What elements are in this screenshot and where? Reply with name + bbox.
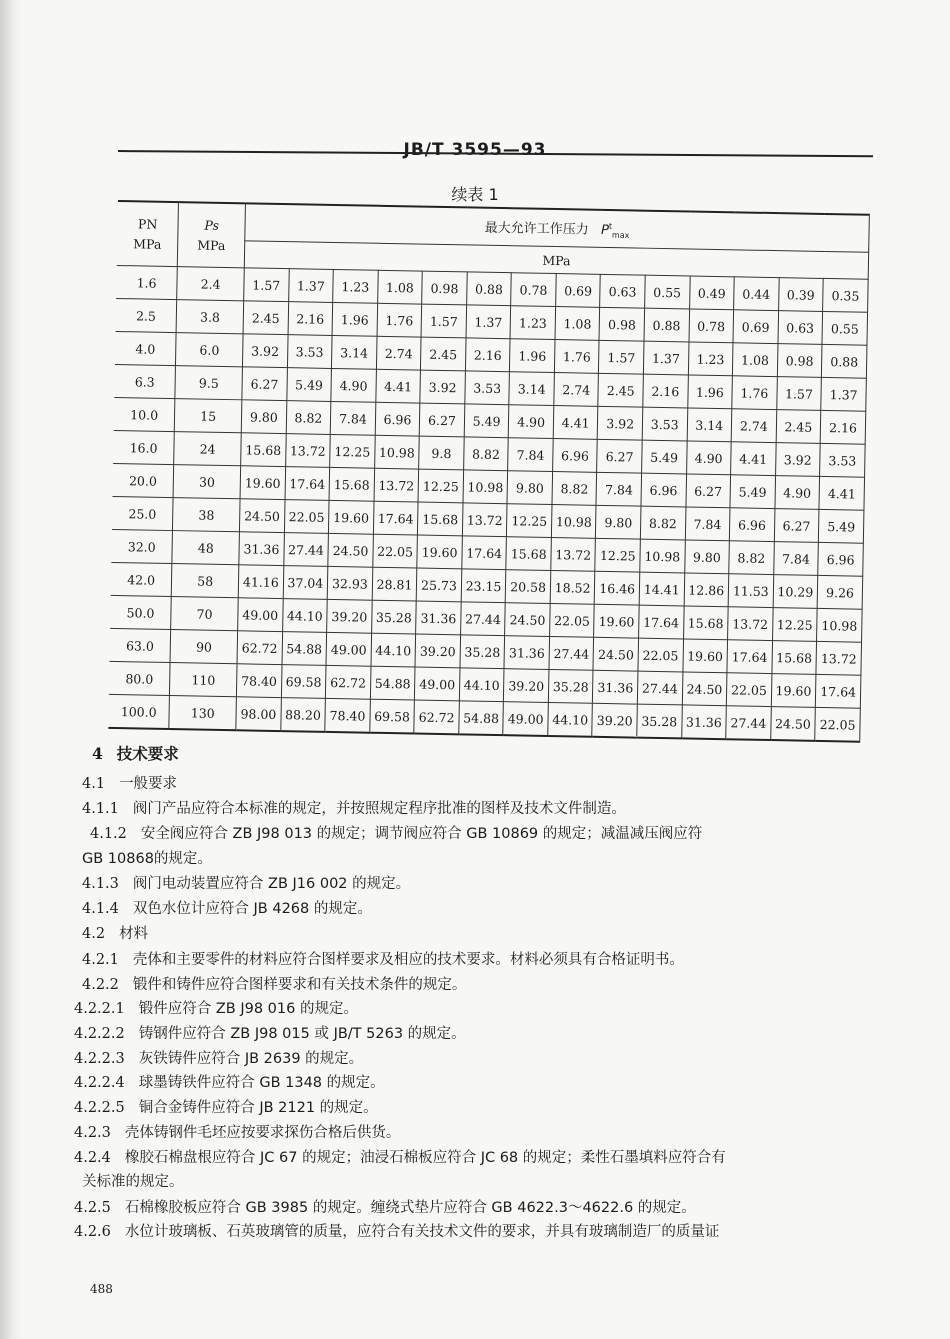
pmax-cell: 22.05	[549, 603, 594, 637]
section-heading-num: 4	[92, 744, 103, 763]
pmax-cell: 22.05	[373, 534, 418, 568]
pn-cell: 80.0	[109, 661, 170, 695]
pmax-cell: 5.49	[819, 509, 864, 543]
ps-cell: 24	[174, 432, 241, 466]
pmax-cell: 14.41	[639, 572, 684, 606]
pmax-cell: 1.96	[332, 302, 377, 336]
pmax-cell: 15.68	[329, 467, 374, 501]
pmax-cell: 10.98	[463, 470, 508, 504]
pmax-cell: 17.64	[727, 640, 772, 674]
pmax-cell: 1.57	[599, 340, 644, 374]
clause-line	[82, 872, 410, 893]
pmax-cell: 49.00	[415, 667, 460, 701]
pmax-cell: 62.72	[237, 631, 282, 665]
pmax-cell: 4.41	[376, 369, 421, 403]
clause-number: 4.1.1	[82, 801, 119, 817]
pmax-cell: 6.27	[597, 439, 642, 473]
clause-text: 阀门产品应符合本标准的规定，并按照规定程序批准的图样及技术文件制造。	[132, 801, 626, 817]
clause-text: 双色水位计应符合 JB 4268 的规定。	[132, 901, 372, 917]
clause-line	[82, 973, 466, 994]
clause-number: 4.2	[82, 926, 106, 942]
clause-line	[82, 897, 372, 918]
clause-text: 壳体和主要零件的材料应符合图样要求及相应的技术要求。材料必须具有合格证明书。	[132, 952, 684, 968]
pmax-cell: 1.37	[643, 341, 688, 375]
pmax-cell: 12.25	[595, 538, 640, 572]
pmax-cell: 4.90	[686, 441, 731, 475]
pmax-cell: 4.41	[731, 442, 776, 476]
pmax-cell: 24.50	[328, 533, 373, 567]
pmax-cell: 13.72	[551, 537, 596, 571]
pmax-cell: 13.72	[285, 434, 330, 468]
pmax-cell: 7.84	[330, 401, 375, 435]
pmax-cell: 27.44	[549, 636, 594, 670]
ps-cell: 110	[170, 663, 237, 697]
ps-cell: 90	[170, 630, 237, 664]
pmax-cell: 10.98	[640, 539, 685, 573]
pmax-cell: 0.39	[778, 278, 823, 312]
standard-number: JB/T 3595—93	[403, 140, 547, 160]
pmax-cell: 2.74	[376, 336, 421, 370]
clause-line	[82, 922, 148, 943]
pmax-cell: 19.60	[594, 604, 639, 638]
pmax-title: 最大允许工作压力	[484, 220, 589, 238]
pmax-cell: 5.49	[464, 404, 509, 438]
pmax-cell: 5.49	[642, 440, 687, 474]
pmax-cell: 4.41	[553, 406, 598, 440]
pmax-cell: 6.27	[774, 509, 819, 543]
pmax-cell: 1.37	[821, 377, 866, 411]
pmax-cell: 22.05	[638, 638, 683, 672]
pmax-cell: 2.16	[465, 338, 510, 372]
pmax-cell: 22.05	[284, 500, 329, 534]
pmax-cell: 8.82	[640, 506, 685, 540]
pmax-cell: 9.80	[684, 540, 729, 574]
clause-number: 4.2.4	[74, 1150, 111, 1166]
pmax-cell: 9.80	[596, 505, 641, 539]
pmax-cell: 7.84	[685, 507, 730, 541]
pmax-cell: 4.41	[819, 476, 864, 510]
pmax-cell: 19.60	[417, 535, 462, 569]
pmax-cell: 49.00	[238, 598, 283, 632]
pmax-cell: 8.82	[552, 472, 597, 506]
clause-line	[74, 1022, 466, 1043]
pmax-cell: 25.73	[416, 568, 461, 602]
pmax-cell: 15.68	[506, 537, 551, 571]
pmax-cell: 6.96	[553, 439, 598, 473]
pmax-cell: 3.53	[465, 371, 510, 405]
pmax-cell: 19.60	[771, 674, 816, 708]
pmax-cell: 12.25	[507, 504, 552, 538]
ps-cell: 3.8	[176, 300, 243, 334]
table-body	[108, 265, 868, 741]
pmax-sup: t	[608, 221, 613, 231]
pmax-cell: 44.10	[459, 668, 504, 702]
pmax-cell: 78.40	[236, 664, 281, 698]
pmax-cell: 54.88	[459, 701, 504, 735]
clause-text: 阀门电动装置应符合 ZB J16 002 的规定。	[132, 876, 411, 892]
pmax-cell: 17.64	[373, 501, 418, 535]
pmax-cell: 44.10	[371, 633, 416, 667]
pmax-cell: 18.52	[550, 570, 595, 604]
clause-text: 一般要求	[119, 776, 178, 792]
pmax-cell: 1.23	[688, 342, 733, 376]
pmax-cell: 5.49	[730, 475, 775, 509]
clause-text: 水位计玻璃板、石英玻璃管的质量，应符合有关技术文件的要求，并具有玻璃制造厂的质量证	[124, 1224, 720, 1240]
pmax-cell: 0.98	[422, 271, 467, 305]
pmax-cell: 13.72	[374, 468, 419, 502]
clause-line	[74, 997, 358, 1018]
clause-text: 灰铁铸件应符合 JB 2639 的规定。	[138, 1051, 364, 1067]
clause-text: GB 10868的规定。	[82, 851, 212, 867]
pmax-cell: 27.44	[637, 671, 682, 705]
pmax-cell: 0.49	[689, 276, 734, 310]
pmax-symbol: P	[600, 222, 610, 238]
pmax-cell: 1.76	[377, 303, 422, 337]
pmax-cell: 6.27	[419, 403, 464, 437]
pmax-cell: 6.96	[641, 473, 686, 507]
pmax-cell: 0.98	[599, 307, 644, 341]
pmax-cell: 1.76	[732, 376, 777, 410]
pmax-cell: 27.44	[726, 706, 771, 740]
pmax-cell: 3.53	[820, 443, 865, 477]
ps-cell: 38	[173, 498, 240, 532]
pn-cell: 10.0	[114, 397, 175, 431]
pmax-sub: max	[611, 230, 630, 240]
pmax-cell: 49.00	[326, 632, 371, 666]
pn-cell: 1.6	[116, 265, 177, 299]
pmax-cell: 5.49	[286, 368, 331, 402]
pmax-cell: 0.63	[778, 311, 823, 345]
pmax-cell: 6.96	[818, 542, 863, 576]
pmax-cell: 16.46	[595, 571, 640, 605]
pmax-cell: 3.14	[687, 408, 732, 442]
pmax-cell: 27.44	[283, 533, 328, 567]
pmax-cell: 39.20	[415, 634, 460, 668]
pmax-cell: 12.86	[684, 573, 729, 607]
clause-number: 4.2.2.2	[74, 1026, 125, 1042]
clause-line	[82, 847, 212, 868]
pn-cell: 50.0	[110, 595, 171, 629]
pmax-cell: 0.35	[823, 278, 868, 312]
pmax-cell: 37.04	[283, 566, 328, 600]
pmax-cell: 3.53	[642, 407, 687, 441]
clause-text: 铜合金铸件应符合 JB 2121 的规定。	[138, 1100, 378, 1116]
pmax-cell: 9.80	[241, 400, 286, 434]
pmax-cell: 1.57	[776, 377, 821, 411]
pmax-cell: 0.55	[822, 311, 867, 345]
pmax-cell: 3.92	[243, 334, 288, 368]
clause-number: 4.2.2	[82, 977, 119, 993]
pmax-cell: 7.84	[596, 472, 641, 506]
pmax-cell: 24.50	[240, 499, 285, 533]
pmax-cell: 35.28	[371, 600, 416, 634]
pn-cell: 6.3	[114, 364, 175, 398]
pmax-cell: 44.10	[282, 599, 327, 633]
clause-line	[74, 1121, 400, 1142]
pressure-grid	[108, 200, 870, 743]
clause-text: 安全阀应符合 ZB J98 013 的规定；调节阀应符合 GB 10869 的规定；减温减压阀应符	[140, 826, 703, 842]
clause-number: 4.2.2.4	[74, 1075, 125, 1091]
pn-cell: 2.5	[116, 298, 177, 332]
pmax-cell: 8.82	[286, 401, 331, 435]
ps-cell: 6.0	[176, 333, 243, 367]
pmax-cell: 3.92	[775, 443, 820, 477]
pmax-cell: 0.98	[777, 344, 822, 378]
pn-cell: 100.0	[108, 694, 169, 729]
clause-line	[74, 1096, 378, 1117]
pmax-cell: 6.96	[729, 508, 774, 542]
pmax-cell: 19.60	[240, 466, 285, 500]
pmax-cell: 54.88	[282, 632, 327, 666]
pmax-cell: 2.74	[554, 373, 599, 407]
pmax-cell: 20.58	[506, 570, 551, 604]
pmax-cell: 0.88	[466, 272, 511, 306]
pmax-cell: 1.08	[732, 343, 777, 377]
pmax-cell: 1.96	[510, 339, 555, 373]
pmax-cell: 44.10	[548, 702, 593, 736]
pmax-cell: 41.16	[238, 565, 283, 599]
pmax-cell: 1.08	[377, 270, 422, 304]
pmax-cell: 3.53	[287, 335, 332, 369]
ps-header	[178, 202, 246, 268]
pn-cell: 63.0	[110, 628, 171, 662]
clause-text: 橡胶石棉盘根应符合 JC 67 的规定；油浸石棉板应符合 JC 68 的规定；柔性石墨填料应符合有	[124, 1150, 726, 1166]
ps-unit: MPa	[197, 236, 226, 253]
pressure-table	[108, 200, 870, 743]
clause-text: 锻件应符合 ZB J98 016 的规定。	[138, 1001, 358, 1017]
pmax-cell: 0.55	[645, 275, 690, 309]
pmax-cell: 2.16	[820, 410, 865, 444]
pmax-cell: 4.90	[331, 368, 376, 402]
clause-number: 4.1.2	[90, 826, 127, 842]
section-heading-text: 技术要求	[116, 745, 179, 763]
pn-cell: 32.0	[111, 529, 172, 563]
pmax-cell: 23.15	[461, 569, 506, 603]
pmax-cell: 27.44	[460, 602, 505, 636]
pmax-cell: 35.28	[460, 635, 505, 669]
pmax-cell: 78.40	[325, 698, 370, 732]
clause-line	[74, 1071, 385, 1092]
clause-text: 锻件和铸件应符合图样要求和有关技术条件的规定。	[132, 977, 467, 993]
ps-cell: 15	[175, 399, 242, 433]
pmax-cell: 12.25	[772, 608, 817, 642]
pmax-cell: 0.78	[511, 273, 556, 307]
page-number: 488	[90, 1282, 113, 1296]
pmax-cell: 31.36	[593, 670, 638, 704]
clause-text: 铸钢件应符合 ZB J98 015 或 JB/T 5263 的规定。	[138, 1026, 466, 1042]
pmax-cell: 2.45	[598, 373, 643, 407]
pmax-cell: 3.92	[420, 370, 465, 404]
pmax-cell: 17.64	[816, 674, 861, 708]
pmax-cell: 39.20	[592, 703, 637, 737]
pmax-cell: 17.64	[639, 605, 684, 639]
pmax-cell: 0.88	[644, 308, 689, 342]
pmax-cell: 10.98	[374, 435, 419, 469]
pmax-cell: 1.96	[687, 375, 732, 409]
pmax-cell: 13.72	[816, 641, 861, 675]
ps-cell: 70	[171, 597, 238, 631]
pmax-cell: 2.45	[421, 337, 466, 371]
pmax-cell: 1.57	[421, 304, 466, 338]
clause-text: 球墨铸铁件应符合 GB 1348 的规定。	[138, 1075, 385, 1091]
pmax-cell: 2.45	[776, 410, 821, 444]
pmax-cell: 24.50	[682, 672, 727, 706]
pmax-cell: 6.27	[686, 474, 731, 508]
pmax-cell: 4.90	[775, 476, 820, 510]
clause-line	[74, 1146, 726, 1167]
pmax-cell: 12.25	[418, 469, 463, 503]
pmax-cell: 31.36	[681, 705, 726, 739]
pn-cell: 42.0	[111, 562, 172, 596]
pmax-cell: 39.20	[504, 669, 549, 703]
clause-line	[82, 948, 684, 969]
ps-cell: 48	[172, 531, 239, 565]
pmax-cell: 15.68	[418, 502, 463, 536]
clause-number: 4.1	[82, 776, 106, 792]
clause-number: 4.2.2.5	[74, 1100, 125, 1116]
pn-cell: 20.0	[113, 463, 174, 497]
pmax-cell: 88.20	[280, 698, 325, 732]
pmax-cell: 10.98	[817, 608, 862, 642]
pmax-cell: 62.72	[326, 665, 371, 699]
clause-line	[82, 797, 626, 818]
pmax-unit: MPa	[244, 241, 868, 279]
pmax-cell: 1.23	[510, 306, 555, 340]
pmax-cell: 0.69	[733, 310, 778, 344]
pmax-cell: 0.63	[600, 274, 645, 308]
pmax-cell: 2.16	[643, 374, 688, 408]
clause-number: 4.1.3	[82, 876, 119, 892]
pmax-cell: 7.84	[773, 542, 818, 576]
pmax-cell: 31.36	[416, 601, 461, 635]
pmax-cell: 1.76	[554, 340, 599, 374]
clause-line	[82, 772, 177, 793]
pmax-cell: 62.72	[414, 700, 459, 734]
pmax-cell: 10.29	[773, 575, 818, 609]
clause-number: 4.2.2.3	[74, 1051, 125, 1067]
pmax-cell: 8.82	[729, 541, 774, 575]
ps-label: Ps	[204, 217, 220, 233]
pmax-cell: 13.72	[462, 503, 507, 537]
pmax-cell: 24.50	[770, 707, 815, 741]
pn-header	[117, 201, 179, 267]
pmax-cell: 54.88	[370, 666, 415, 700]
pmax-cell: 6.96	[375, 402, 420, 436]
clause-number: 4.1.4	[82, 901, 119, 917]
ps-cell: 130	[169, 696, 236, 731]
pmax-cell: 4.90	[509, 405, 554, 439]
pmax-cell: 9.26	[817, 575, 862, 609]
pmax-cell: 11.53	[728, 574, 773, 608]
clause-number: 4.2.5	[74, 1200, 111, 1216]
clause-line	[74, 1047, 363, 1068]
pmax-cell: 2.45	[243, 301, 288, 335]
pmax-cell: 12.25	[330, 434, 375, 468]
pmax-cell: 13.72	[728, 607, 773, 641]
pmax-cell: 32.93	[327, 566, 372, 600]
pmax-cell: 17.64	[462, 536, 507, 570]
pmax-cell: 28.81	[372, 567, 417, 601]
pmax-cell: 1.37	[288, 269, 333, 303]
pmax-cell: 2.74	[731, 409, 776, 443]
pmax-cell: 3.14	[332, 335, 377, 369]
ps-cell: 9.5	[175, 366, 242, 400]
pn-cell: 16.0	[113, 430, 174, 464]
pmax-cell: 1.23	[333, 269, 378, 303]
clause-number: 4.2.3	[74, 1125, 111, 1141]
pmax-cell: 0.44	[734, 277, 779, 311]
ps-cell: 2.4	[177, 267, 244, 301]
clause-line	[74, 1196, 696, 1217]
pmax-cell: 35.28	[637, 704, 682, 738]
clause-number: 4.2.1	[82, 952, 119, 968]
pmax-cell: 39.20	[327, 599, 372, 633]
pmax-cell: 1.37	[466, 305, 511, 339]
pmax-cell: 15.68	[683, 606, 728, 640]
pmax-cell: 69.58	[369, 699, 414, 733]
clause-text: 材料	[119, 926, 149, 942]
pn-unit: MPa	[133, 235, 162, 252]
pmax-cell: 7.84	[508, 438, 553, 472]
pmax-cell: 1.57	[244, 268, 289, 302]
pmax-cell: 3.14	[509, 372, 554, 406]
ps-cell: 58	[171, 564, 238, 598]
pmax-cell: 0.78	[689, 309, 734, 343]
pmax-cell: 35.28	[548, 669, 593, 703]
pmax-cell: 6.27	[242, 367, 287, 401]
clause-text: 壳体铸钢件毛坯应按要求探伤合格后供货。	[124, 1125, 401, 1141]
pn-label: PN	[137, 215, 158, 232]
clause-text: 石棉橡胶板应符合 GB 3985 的规定。缠绕式垫片应符合 GB 4622.3～4622.6 的规定。	[124, 1200, 696, 1216]
pmax-cell: 15.68	[241, 433, 286, 467]
pmax-cell: 9.80	[507, 471, 552, 505]
pmax-cell: 31.36	[504, 636, 549, 670]
pmax-cell: 0.88	[822, 344, 867, 378]
pmax-cell: 49.00	[503, 702, 548, 736]
table-caption: 续表 1	[451, 185, 499, 204]
pn-cell: 25.0	[112, 496, 173, 530]
pmax-cell: 19.60	[329, 500, 374, 534]
pmax-cell: 3.92	[598, 406, 643, 440]
clause-line	[90, 822, 702, 843]
pmax-cell: 24.50	[593, 637, 638, 671]
clause-text: 关标准的规定。	[82, 1174, 184, 1190]
pmax-cell: 22.05	[815, 707, 860, 741]
section-heading	[92, 742, 179, 764]
pmax-cell: 22.05	[726, 673, 771, 707]
clause-number: 4.2.6	[74, 1224, 111, 1240]
clause-line	[74, 1220, 719, 1241]
pmax-cell: 9.8	[419, 436, 464, 470]
pmax-cell: 0.69	[556, 274, 601, 308]
pmax-cell: 1.08	[555, 307, 600, 341]
pmax-cell: 98.00	[236, 697, 281, 731]
clause-number: 4.2.2.1	[74, 1001, 125, 1017]
pmax-cell: 2.16	[288, 302, 333, 336]
pmax-cell: 17.64	[285, 467, 330, 501]
pmax-cell: 10.98	[551, 505, 596, 539]
clause-line	[82, 1170, 184, 1191]
ps-cell: 30	[173, 465, 240, 499]
pmax-cell: 69.58	[281, 665, 326, 699]
pn-cell: 4.0	[115, 331, 176, 365]
pmax-cell: 31.36	[239, 532, 284, 566]
pmax-cell: 15.68	[772, 641, 817, 675]
pmax-cell: 24.50	[505, 603, 550, 637]
pmax-cell: 19.60	[682, 639, 727, 673]
pmax-cell: 8.82	[463, 437, 508, 471]
